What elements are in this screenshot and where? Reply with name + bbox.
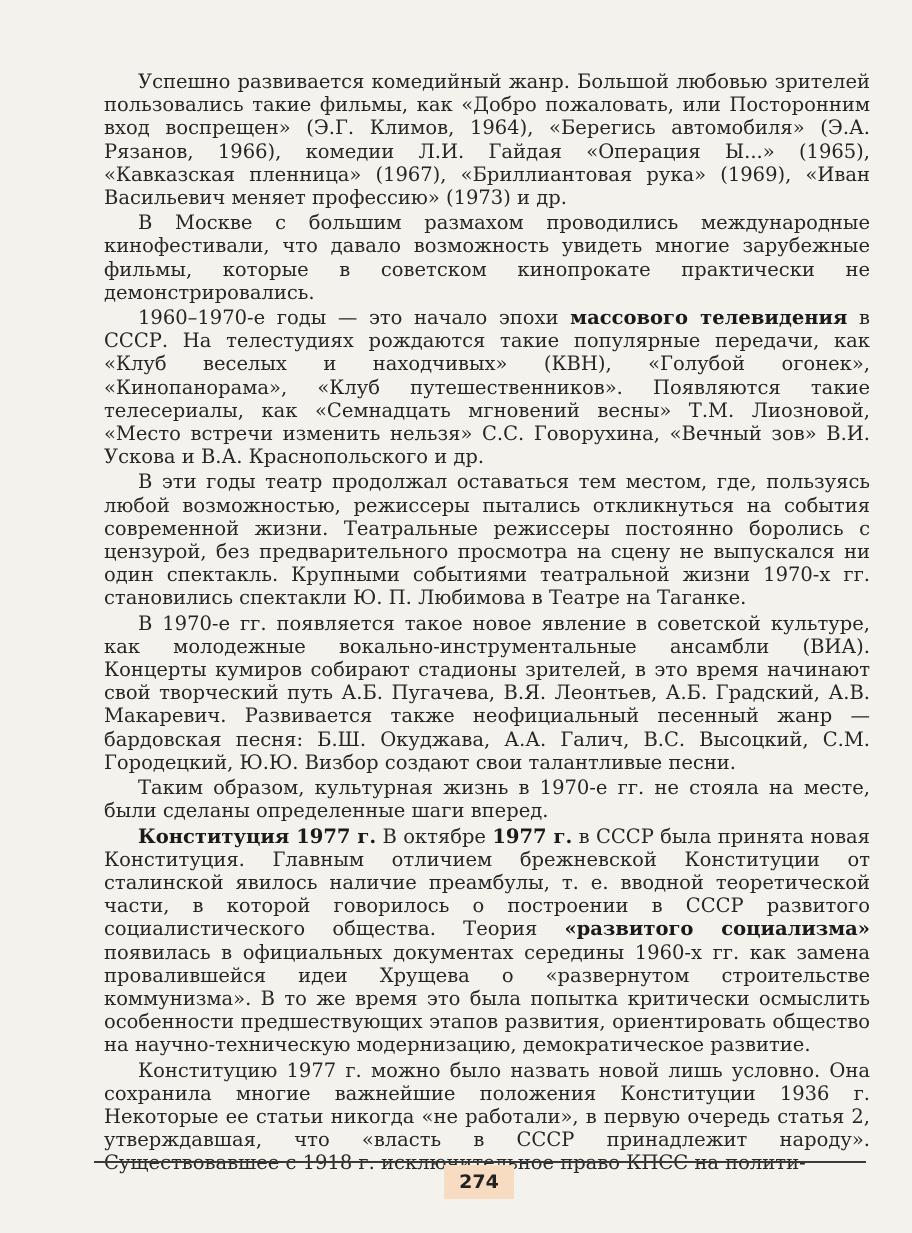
paragraph-film-festivals [104, 211, 870, 304]
paragraph-television [104, 306, 870, 468]
text-run: В октябре [376, 824, 493, 848]
bold-term: Конституция 1977 г. [138, 824, 377, 848]
bold-term: «развитого социализма» [564, 917, 870, 941]
page-body [104, 70, 870, 1175]
text-run: Конституцию 1977 г. можно было назвать новой лишь условно. Она сохранила многие важнейшие положения Конституции 1936 г. Некоторые ее статьи никогда «не работали», в первую очередь статья 2, утверждавшая, что «власть в СССР принадлежит народу». Существовавшее 1918 право КПСС на полити- [104, 1058, 870, 1175]
page-number: 274 [444, 1165, 514, 1199]
text-run: В эти годы театр продолжал оставаться тем местом, где, пользуясь любой возможностью, режиссеры пытались откликнуться на события современной жизни. Театральные режиссеры постоянно боролись с цензурой, без предварительного просмотра на сцену не выпускался ни один спектакль. Крупными событиями театральной жизни 1970-х гг. становились спектакли Ю. П. Любимова в Театре на Таганке. [104, 470, 870, 610]
paragraph-summary [104, 776, 870, 822]
paragraph-theatre [104, 470, 870, 609]
text-run: Успешно развивается комедийный жанр. Большой любовью зрителей пользовались такие фильмы, как «Добро пожаловать, или Посторонним вход воспрещен» (Э.Г. Климов, 1964), «Берегись автомобиля» (Э.А. Рязанов, 1966), комедии Л.И. Гайдая «Операция Ы...» (1965), «Кавказская пленница» (1967), «Бриллиантовая рука» (1969), «Иван Васильевич меняет профессию» (1973) и др. [104, 70, 870, 210]
paragraph-constitution-1977 [104, 825, 870, 1057]
paragraph-comedy [104, 70, 870, 209]
paragraph-constitution-assessment [104, 1059, 870, 1175]
text-run: В 1970-е гг. появляется такое новое явление в советской культуре, как молодежные вокально-инструментальные ансамбли (ВИА). Концерты кумиров собирают стадионы зрителей, в это время начинают свой творческий путь А.Б. Пугачева, В.Я. Леонтьев, А.Б. Градский, А.В. Макаревич. Развивается также неофициальный песенный жанр — бардовская песня: Б.Ш. Окуджава, А.А. Галич, В.С. Высоцкий, С.М. Городецкий, Ю.Ю. Визбор создают свои талантливые песни. [104, 611, 870, 774]
text-run: Таким образом, культурная жизнь в 1970-е гг. не стояла на месте, были сделаны определенные шаги вперед. [104, 776, 870, 823]
footer-divider [94, 1161, 866, 1163]
paragraph-via-bards [104, 612, 870, 774]
text-run: 1960–1970-е годы — это начало эпохи [138, 306, 571, 330]
bold-term: массового телевидения [570, 306, 848, 330]
text-run: в СССР была принята новая Конституция. Главным отличием брежневской Конституции от сталинской явилось наличие преамбулы, т. е. вводной теоретической части, в которой говорилось о построении в СССР развитого социалистического общества. Теория [104, 824, 870, 941]
text-run: В Москве с большим размахом проводились международные кинофестивали, что давало возможность увидеть многие зарубежные фильмы, которые в советском кинопрокате практически не демонстрировались. [104, 211, 870, 304]
text-run: в СССР. На телестудиях рождаются такие популярные передачи, как «Клуб веселых и находчивых» (КВН), «Голубой огонек», «Кинопанорама», «Клуб путешественников». Появляются такие телесериалы, как «Семнадцать мгновений весны» Т.М. Лиозновой, «Место встречи изменить нельзя» С.С. Говорухина, «Вечный зов» В.И. Ускова и В.А. Краснопольского и др. [104, 306, 870, 469]
text-run: появилась в официальных документах середины 1960-х гг. как замена провалившейся идеи Хрущева о «развернутом строительстве коммунизма». В то же время это была попытка критически осмыслить особенности предшествующих этапов развития, ориентировать общество на научно-техническую модернизацию, демократическое развитие. [104, 940, 870, 1057]
bold-term: 1977 г. [492, 824, 573, 848]
